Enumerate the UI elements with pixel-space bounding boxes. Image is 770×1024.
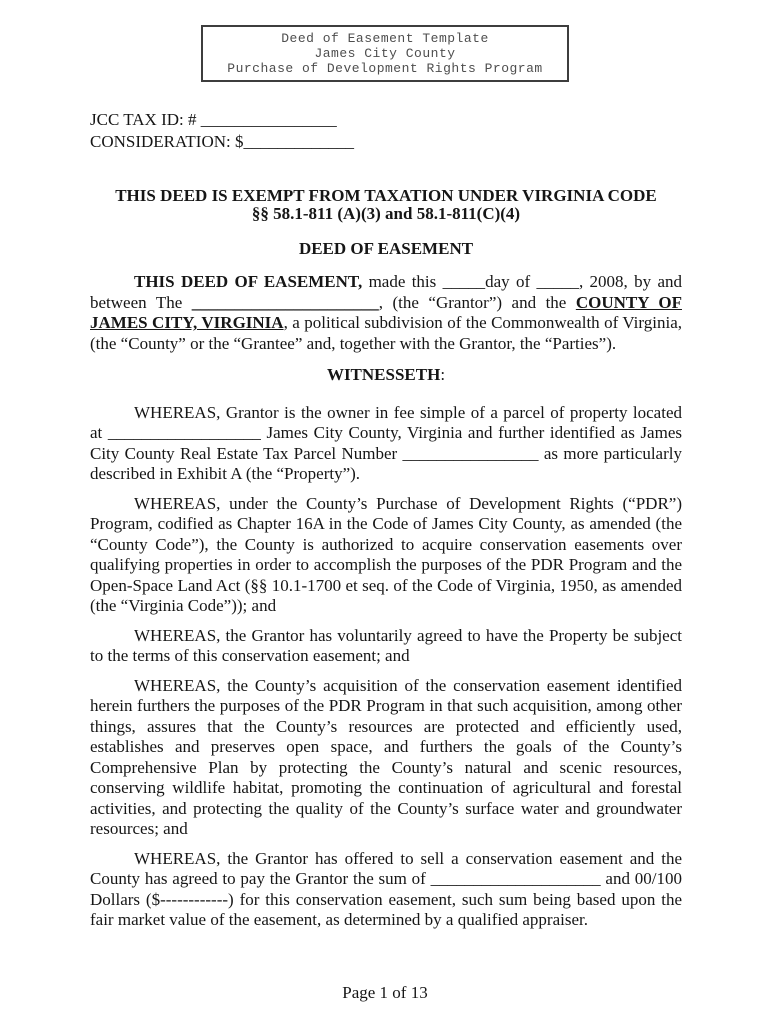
paragraph-whereas-offer-to-sell bbox=[90, 849, 682, 931]
consideration-line: CONSIDERATION: $_____________ bbox=[90, 131, 354, 151]
text-run: WHEREAS, the County’s acquisition of the conservation easement identified herein furthers the purposes of the PDR Program in that such acquisition, among other things, assures that the County’s resources are protected and efficiently used, establishes and preserves open space, and furthers the goals of the County’s Comprehensive Plan by protecting the County’s natural and scenic resources, conserving wildlife habitat, promoting the continuation of agricultural and forestal activities, and protecting the quality of the County’s surface water and groundwater resources; and bbox=[90, 675, 682, 838]
text-run: , a political subdivision of the Commonwealth of Virginia, (the “County” or the “Grantee” and, together with the Grantor, the “Parties”). bbox=[90, 313, 682, 353]
county-name: COUNTY OF JAMES CITY, VIRGINIA bbox=[90, 292, 682, 332]
text-run: , (the “Grantor”) and the bbox=[378, 292, 576, 312]
template-header-box bbox=[201, 25, 569, 82]
exemption-code-sections-line: §§ 58.1-811 (A)(3) and 58.1-811(C)(4) bbox=[251, 203, 521, 223]
text-run: WHEREAS, under the County’s Purchase of Development Rights (“PDR”) Program, codified as Chapter 16A in the Code of James City County, as amended (the “County Code”), the County is authorized to acquire conservation easements over qualifying properties in order to accomplish the purposes of the PDR Program and the Open-Space Land Act (§§ 10.1-1700 et seq. of the Code of Virginia, 1950, as amended (the “Virginia Code”)); and bbox=[90, 493, 682, 615]
page-number: Page 1 of 13 bbox=[342, 982, 428, 1002]
document-body bbox=[90, 109, 682, 931]
witnesseth-word: WITNESSETH bbox=[326, 365, 441, 384]
text-run: made this _____day of _____, 2008, by and between The bbox=[90, 272, 682, 312]
document-title: DEED OF EASEMENT bbox=[298, 239, 474, 258]
paragraph-whereas-voluntary-agreement bbox=[90, 626, 682, 667]
exemption-statement-line: THIS DEED IS EXEMPT FROM TAXATION UNDER VIRGINIA CODE bbox=[115, 186, 657, 205]
paragraph-whereas-acquisition-purposes bbox=[90, 676, 682, 840]
text-run: WHEREAS, the Grantor has voluntarily agreed to have the Property be subject to the terms of this conservation easement; and bbox=[90, 625, 682, 665]
deed-lead-in: THIS DEED OF EASEMENT, bbox=[134, 272, 363, 291]
tax-exemption-heading bbox=[90, 187, 682, 222]
paragraph-opening bbox=[90, 272, 682, 354]
header-box-line-1: Deed of Easement Template bbox=[281, 31, 489, 46]
witnesseth-heading bbox=[90, 365, 682, 386]
jcc-tax-id-line: JCC TAX ID: # ________________ bbox=[90, 110, 337, 129]
text-run: WHEREAS, the Grantor has offered to sell a conservation easement and the County has agreed to pay the Grantor the sum of ____________________ and 00/100 Dollars ($------------) for this conservation easement, such sum being based upon the fair market value of the easement, as determined by a qualified appraiser. bbox=[90, 848, 682, 929]
paragraph-whereas-property-owner bbox=[90, 403, 682, 485]
grantor-name-blank: ______________________ bbox=[191, 292, 379, 312]
header-box-line-3: Purchase of Development Rights Program bbox=[227, 61, 543, 76]
witnesseth-colon: : bbox=[440, 365, 446, 384]
header-box-line-2: James City County bbox=[314, 46, 456, 61]
tax-id-block bbox=[90, 109, 682, 152]
text-run: WHEREAS, Grantor is the owner in fee simple of a parcel of property located at __________________ James City County, Virginia and further identified as James City County Real Estate Tax Parcel Number ________________ as more particularly described in Exhibit A (the “Property”). bbox=[90, 402, 682, 483]
paragraph-whereas-pdr-program bbox=[90, 494, 682, 617]
